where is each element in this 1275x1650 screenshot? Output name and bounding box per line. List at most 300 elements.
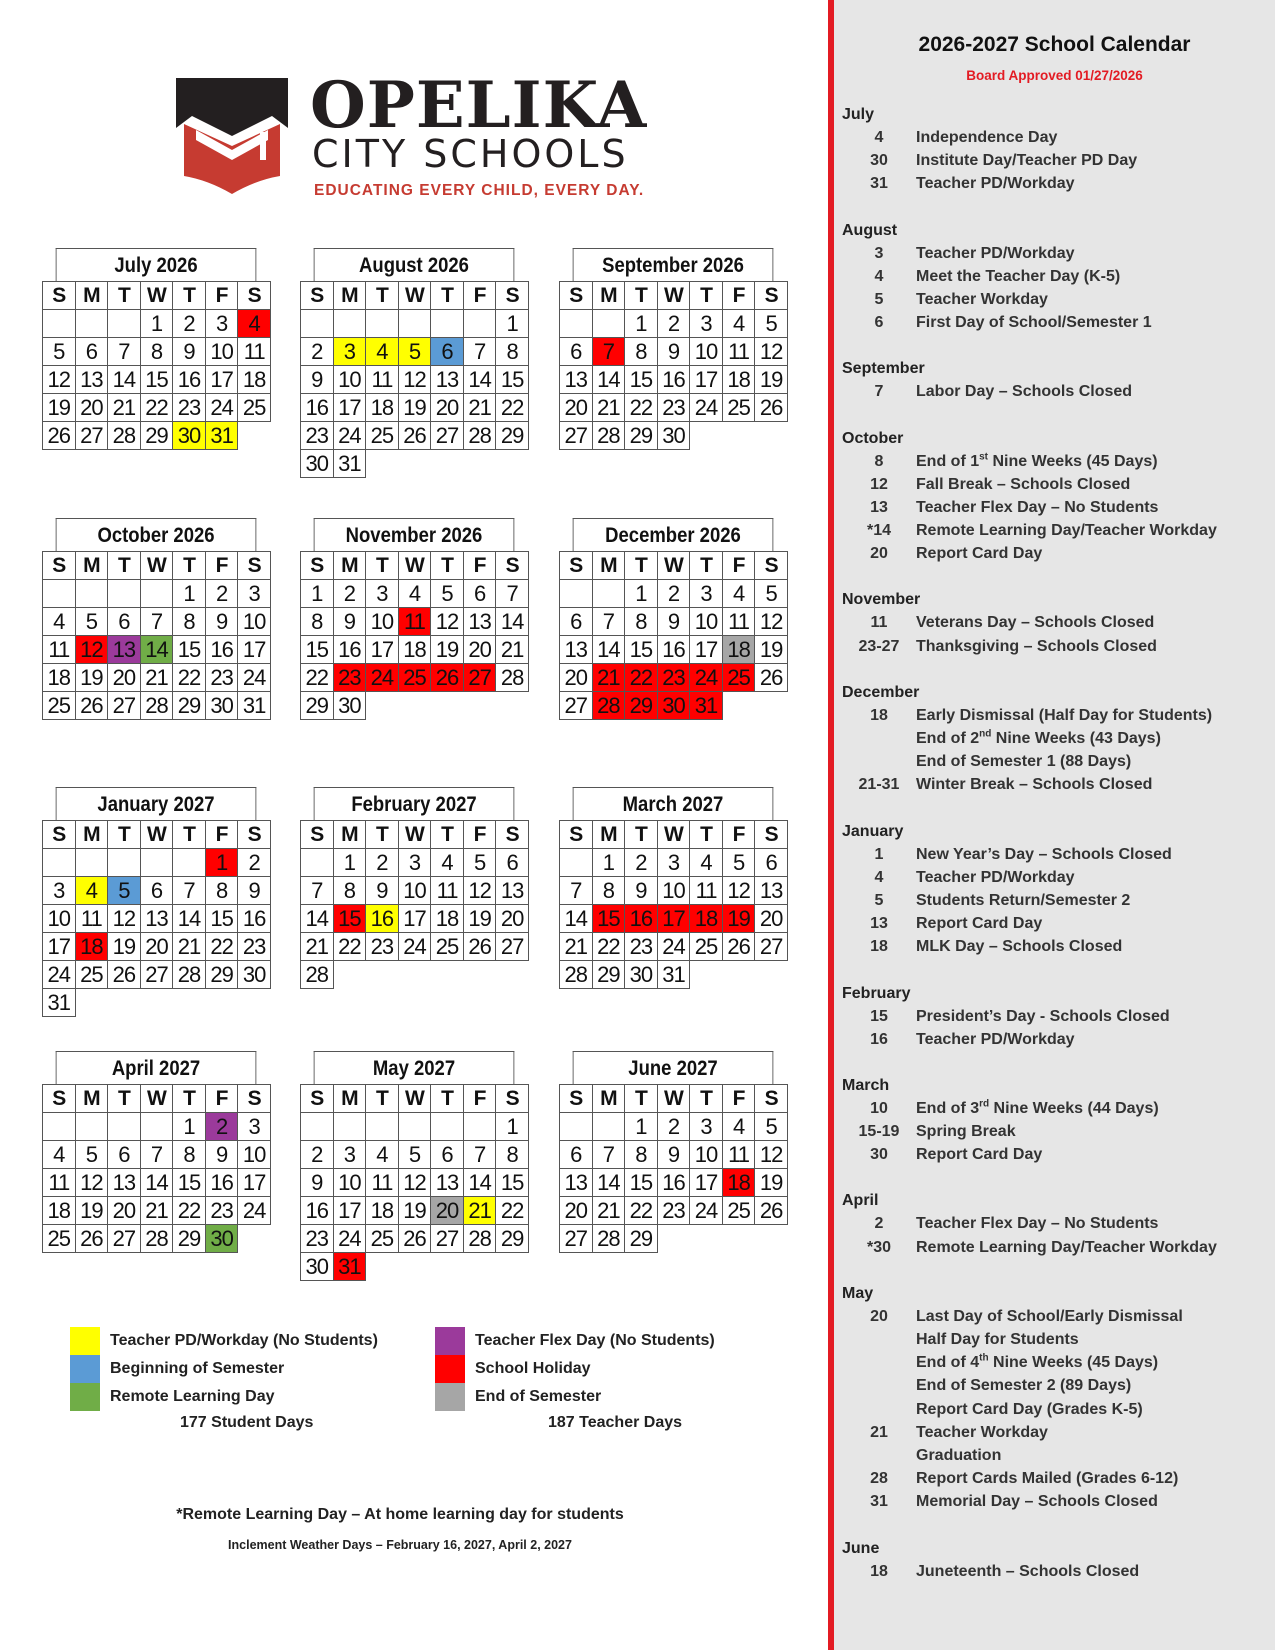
blank-cell bbox=[560, 1113, 593, 1141]
month-title: December 2026 bbox=[573, 518, 774, 551]
day-cell: 26 bbox=[463, 933, 496, 961]
day-cell: 11 bbox=[722, 1141, 755, 1169]
day-cell: 11 bbox=[690, 877, 723, 905]
day-cell: 10 bbox=[333, 1169, 366, 1197]
week-row bbox=[43, 1141, 271, 1169]
blank-cell bbox=[496, 1253, 529, 1281]
day-cell: 10 bbox=[690, 338, 723, 366]
day-cell: 2 bbox=[301, 338, 334, 366]
blank-cell bbox=[140, 989, 173, 1017]
day-cell: 20 bbox=[560, 394, 593, 422]
day-cell: 6 bbox=[496, 849, 529, 877]
week-row bbox=[301, 692, 529, 720]
event-section bbox=[842, 103, 1272, 196]
blank-cell bbox=[755, 961, 788, 989]
event-description: Fall Break – Schools Closed bbox=[916, 475, 1131, 493]
day-cell: 20 bbox=[431, 394, 464, 422]
blank-cell bbox=[755, 1225, 788, 1253]
day-cell: 21 bbox=[592, 394, 625, 422]
blank-cell bbox=[755, 692, 788, 720]
day-cell: 6 bbox=[75, 338, 108, 366]
blank-cell bbox=[75, 849, 108, 877]
day-cell: 10 bbox=[43, 905, 76, 933]
day-cell: 1 bbox=[625, 1113, 658, 1141]
event-description: Report Card Day bbox=[916, 545, 1043, 563]
day-cell: 14 bbox=[592, 1169, 625, 1197]
blank-cell bbox=[431, 1253, 464, 1281]
day-cell: 14 bbox=[173, 905, 206, 933]
teacher-days-count: 187 Teacher Days bbox=[548, 1414, 683, 1431]
day-cell: 15 bbox=[625, 366, 658, 394]
week-row bbox=[301, 1141, 529, 1169]
legend-item-holiday bbox=[435, 1355, 591, 1383]
event-row bbox=[842, 866, 1272, 889]
week-row bbox=[43, 989, 271, 1017]
day-cell: 7 bbox=[463, 338, 496, 366]
day-cell-yellow: 16 bbox=[366, 905, 399, 933]
day-cell: 29 bbox=[140, 422, 173, 450]
day-cell: 22 bbox=[173, 1197, 206, 1225]
day-cell: 13 bbox=[560, 636, 593, 664]
day-cell: 1 bbox=[301, 580, 334, 608]
weekday-header: F bbox=[205, 821, 238, 849]
day-cell: 24 bbox=[398, 933, 431, 961]
day-cell: 10 bbox=[333, 366, 366, 394]
weekday-header: W bbox=[398, 821, 431, 849]
legend-label: Remote Learning Day bbox=[110, 1388, 275, 1405]
day-cell: 23 bbox=[301, 422, 334, 450]
day-cell: 9 bbox=[657, 338, 690, 366]
day-cell: 3 bbox=[690, 580, 723, 608]
day-cell: 23 bbox=[205, 1197, 238, 1225]
week-row bbox=[560, 1225, 788, 1253]
day-cell: 5 bbox=[755, 1113, 788, 1141]
week-row bbox=[301, 1253, 529, 1281]
event-description: Teacher PD/Workday bbox=[916, 244, 1075, 262]
day-cell: 14 bbox=[463, 366, 496, 394]
weekday-header: W bbox=[657, 1085, 690, 1113]
blank-cell bbox=[43, 849, 76, 877]
day-cell: 22 bbox=[173, 664, 206, 692]
weekday-header: T bbox=[366, 821, 399, 849]
section-month: June bbox=[842, 1539, 880, 1557]
day-cell: 2 bbox=[238, 849, 271, 877]
blank-cell bbox=[366, 310, 399, 338]
event-description: MLK Day – Schools Closed bbox=[916, 938, 1123, 956]
day-cell: 3 bbox=[205, 310, 238, 338]
day-cell: 18 bbox=[43, 664, 76, 692]
day-cell-red: 21 bbox=[592, 664, 625, 692]
day-cell: 26 bbox=[722, 933, 755, 961]
section-month: December bbox=[842, 683, 920, 701]
event-row bbox=[842, 912, 1272, 935]
month-calendar bbox=[559, 787, 787, 989]
day-cell: 20 bbox=[75, 394, 108, 422]
day-cell: 16 bbox=[238, 905, 271, 933]
event-date: 4 bbox=[874, 129, 884, 146]
event-row bbox=[842, 149, 1272, 172]
event-section bbox=[842, 588, 1272, 657]
blank-cell bbox=[463, 1113, 496, 1141]
event-date bbox=[842, 1398, 916, 1421]
weekday-header: F bbox=[205, 282, 238, 310]
day-cell: 28 bbox=[463, 422, 496, 450]
day-cell: 25 bbox=[366, 422, 399, 450]
week-row bbox=[301, 580, 529, 608]
weekday-header: F bbox=[722, 552, 755, 580]
weekday-header: F bbox=[463, 552, 496, 580]
weekday-header: M bbox=[592, 552, 625, 580]
week-row bbox=[43, 1169, 271, 1197]
day-cell: 25 bbox=[43, 1225, 76, 1253]
event-date: 15-19 bbox=[858, 1123, 900, 1141]
day-cell: 9 bbox=[301, 366, 334, 394]
logo-tagline: EDUCATING EVERY CHILD, EVERY DAY. bbox=[314, 182, 645, 199]
day-cell: 7 bbox=[140, 1141, 173, 1169]
weekday-header: F bbox=[463, 282, 496, 310]
day-cell: 18 bbox=[431, 905, 464, 933]
event-sections bbox=[842, 103, 1272, 1606]
day-cell: 4 bbox=[43, 1141, 76, 1169]
day-cell: 21 bbox=[173, 933, 206, 961]
day-cell: 24 bbox=[205, 394, 238, 422]
event-date: 23-27 bbox=[858, 637, 900, 655]
day-cell: 16 bbox=[205, 1169, 238, 1197]
day-cell: 19 bbox=[75, 664, 108, 692]
week-row bbox=[301, 664, 529, 692]
day-cell: 13 bbox=[560, 366, 593, 394]
weekday-header: M bbox=[75, 282, 108, 310]
weekday-header: S bbox=[560, 282, 593, 310]
section-month: March bbox=[842, 1076, 890, 1094]
logo-name: OPELIKA bbox=[310, 68, 648, 143]
day-cell: 27 bbox=[108, 692, 141, 720]
day-cell-red: 28 bbox=[592, 692, 625, 720]
event-description: Teacher Workday bbox=[916, 290, 1048, 308]
day-cell: 12 bbox=[43, 366, 76, 394]
day-cell: 6 bbox=[560, 338, 593, 366]
legend-swatch bbox=[70, 1383, 100, 1411]
section-month: April bbox=[842, 1192, 879, 1210]
week-row bbox=[301, 636, 529, 664]
month-title: April 2027 bbox=[56, 1051, 257, 1084]
event-date: 31 bbox=[870, 1493, 888, 1511]
week-row bbox=[301, 450, 529, 478]
week-row bbox=[43, 394, 271, 422]
event-row bbox=[842, 843, 1272, 866]
day-cell: 22 bbox=[205, 933, 238, 961]
day-cell: 22 bbox=[333, 933, 366, 961]
blank-cell bbox=[108, 1113, 141, 1141]
day-cell: 7 bbox=[496, 580, 529, 608]
day-cell: 27 bbox=[560, 422, 593, 450]
blank-cell bbox=[398, 961, 431, 989]
day-cell: 10 bbox=[690, 1141, 723, 1169]
day-cell: 19 bbox=[398, 1197, 431, 1225]
day-cell: 24 bbox=[657, 933, 690, 961]
section-month: July bbox=[842, 106, 875, 123]
day-cell: 24 bbox=[43, 961, 76, 989]
day-cell: 21 bbox=[592, 1197, 625, 1225]
event-row bbox=[842, 1212, 1272, 1235]
day-cell: 12 bbox=[755, 1141, 788, 1169]
event-date: 5 bbox=[874, 891, 884, 909]
day-cell: 16 bbox=[657, 636, 690, 664]
event-date: 3 bbox=[874, 244, 884, 262]
day-cell: 30 bbox=[238, 961, 271, 989]
blank-cell bbox=[75, 989, 108, 1017]
day-cell: 26 bbox=[398, 1225, 431, 1253]
day-cell: 5 bbox=[43, 338, 76, 366]
day-cell: 22 bbox=[625, 1197, 658, 1225]
event-date: 5 bbox=[874, 290, 884, 308]
event-row bbox=[842, 1120, 1272, 1143]
legend-item-semester-begin bbox=[70, 1355, 284, 1383]
day-cell: 17 bbox=[333, 394, 366, 422]
event-row bbox=[842, 1490, 1272, 1513]
month-title: January 2027 bbox=[56, 787, 257, 820]
event-date bbox=[842, 1374, 916, 1397]
day-cell: 28 bbox=[560, 961, 593, 989]
event-description: Report Card Day (Grades K-5) bbox=[916, 1400, 1143, 1418]
month-days-table bbox=[300, 1084, 529, 1281]
day-cell: 8 bbox=[333, 877, 366, 905]
event-description bbox=[916, 727, 1272, 750]
day-cell: 27 bbox=[75, 422, 108, 450]
event-row bbox=[842, 611, 1272, 634]
event-row bbox=[842, 1467, 1272, 1490]
day-cell: 17 bbox=[398, 905, 431, 933]
week-row bbox=[301, 877, 529, 905]
event-date: 30 bbox=[870, 1146, 888, 1164]
blank-cell bbox=[238, 422, 271, 450]
event-row bbox=[842, 380, 1272, 403]
event-date: 31 bbox=[870, 175, 888, 193]
weekday-header: S bbox=[43, 552, 76, 580]
event-date: *30 bbox=[866, 1238, 892, 1256]
month-calendar bbox=[300, 1051, 528, 1281]
weekday-header: S bbox=[301, 282, 334, 310]
blank-cell bbox=[301, 849, 334, 877]
event-text-rest: Nine Weeks (43 Days) bbox=[991, 730, 1161, 747]
day-cell: 10 bbox=[398, 877, 431, 905]
day-cell: 16 bbox=[205, 636, 238, 664]
day-cell: 9 bbox=[625, 877, 658, 905]
day-cell: 7 bbox=[140, 608, 173, 636]
blank-cell bbox=[366, 1253, 399, 1281]
day-cell: 8 bbox=[140, 338, 173, 366]
event-row bbox=[842, 288, 1272, 311]
weekday-header: S bbox=[496, 821, 529, 849]
blank-cell bbox=[173, 989, 206, 1017]
day-cell: 17 bbox=[690, 636, 723, 664]
event-description: Report Card Day bbox=[916, 915, 1043, 933]
weekday-header: M bbox=[333, 821, 366, 849]
section-month: September bbox=[842, 360, 925, 378]
day-cell: 19 bbox=[755, 1169, 788, 1197]
blank-cell bbox=[496, 961, 529, 989]
week-row bbox=[301, 961, 529, 989]
week-row bbox=[43, 933, 271, 961]
day-cell: 3 bbox=[657, 849, 690, 877]
day-cell: 1 bbox=[173, 1113, 206, 1141]
month-calendar bbox=[559, 248, 787, 450]
event-row bbox=[842, 1398, 1272, 1421]
month-calendar bbox=[300, 518, 528, 720]
week-row bbox=[560, 394, 788, 422]
student-days-count: 177 Student Days bbox=[180, 1414, 314, 1431]
legend-label: Teacher Flex Day (No Students) bbox=[475, 1332, 715, 1349]
day-cell: 16 bbox=[173, 366, 206, 394]
event-description: Teacher PD/Workday bbox=[916, 175, 1075, 193]
day-cell: 5 bbox=[722, 849, 755, 877]
day-cell: 5 bbox=[755, 580, 788, 608]
event-date: 4 bbox=[874, 267, 884, 285]
blank-cell bbox=[398, 692, 431, 720]
event-description: Remote Learning Day/Teacher Workday bbox=[916, 522, 1217, 540]
blank-cell bbox=[140, 580, 173, 608]
event-description: End of Semester 1 (88 Days) bbox=[916, 753, 1132, 771]
day-cell: 18 bbox=[722, 366, 755, 394]
event-text: End of 2 bbox=[916, 730, 980, 747]
event-text: End of 3 bbox=[916, 1099, 980, 1117]
blank-cell bbox=[301, 1113, 334, 1141]
day-cell: 14 bbox=[592, 366, 625, 394]
weekday-header: W bbox=[657, 282, 690, 310]
day-cell: 26 bbox=[43, 422, 76, 450]
day-cell: 28 bbox=[592, 422, 625, 450]
day-cell: 3 bbox=[238, 580, 271, 608]
event-description: First Day of School/Semester 1 bbox=[916, 314, 1152, 332]
day-cell: 8 bbox=[301, 608, 334, 636]
event-date: 15 bbox=[870, 1007, 888, 1025]
month-days-table bbox=[300, 820, 529, 989]
day-cell: 29 bbox=[496, 1225, 529, 1253]
day-cell: 25 bbox=[431, 933, 464, 961]
week-row bbox=[301, 1169, 529, 1197]
day-cell: 22 bbox=[625, 394, 658, 422]
blank-cell bbox=[463, 310, 496, 338]
event-row bbox=[842, 450, 1272, 473]
day-cell: 31 bbox=[238, 692, 271, 720]
month-calendar bbox=[559, 1051, 787, 1253]
blank-cell bbox=[592, 310, 625, 338]
day-cell-red: 4 bbox=[238, 310, 271, 338]
blank-cell bbox=[398, 1113, 431, 1141]
weekday-header: S bbox=[238, 282, 271, 310]
day-cell: 1 bbox=[140, 310, 173, 338]
week-row bbox=[43, 636, 271, 664]
month-calendar bbox=[559, 518, 787, 720]
day-cell-gray: 18 bbox=[722, 636, 755, 664]
event-row bbox=[842, 126, 1272, 149]
weekday-header: T bbox=[690, 1085, 723, 1113]
day-cell: 8 bbox=[205, 877, 238, 905]
day-cell: 18 bbox=[43, 1197, 76, 1225]
event-description: New Year’s Day – Schools Closed bbox=[916, 845, 1172, 863]
day-cell: 13 bbox=[108, 1169, 141, 1197]
event-section bbox=[842, 820, 1272, 959]
weekday-header: S bbox=[301, 1085, 334, 1113]
day-cell: 2 bbox=[301, 1141, 334, 1169]
day-cell: 16 bbox=[301, 1197, 334, 1225]
day-cell: 3 bbox=[366, 580, 399, 608]
event-description: Veterans Day – Schools Closed bbox=[916, 614, 1155, 632]
weekday-header: T bbox=[690, 552, 723, 580]
month-calendar bbox=[300, 787, 528, 989]
day-cell: 26 bbox=[398, 422, 431, 450]
day-cell-red: 11 bbox=[398, 608, 431, 636]
legend-item-flex bbox=[435, 1327, 715, 1355]
week-row bbox=[43, 608, 271, 636]
day-cell: 27 bbox=[560, 1225, 593, 1253]
blank-cell bbox=[755, 422, 788, 450]
month-title: February 2027 bbox=[314, 787, 515, 820]
event-row bbox=[842, 473, 1272, 496]
day-cell: 6 bbox=[140, 877, 173, 905]
legend-swatch bbox=[70, 1355, 100, 1383]
blank-cell bbox=[43, 580, 76, 608]
month-calendar bbox=[42, 1051, 270, 1253]
day-cell: 19 bbox=[108, 933, 141, 961]
blank-cell bbox=[43, 1113, 76, 1141]
event-text: End of 1 bbox=[916, 452, 980, 470]
event-row bbox=[842, 1421, 1272, 1444]
event-description: Students Return/Semester 2 bbox=[916, 891, 1131, 909]
day-cell: 17 bbox=[238, 636, 271, 664]
day-cell: 23 bbox=[173, 394, 206, 422]
event-row bbox=[842, 1374, 1272, 1397]
week-row bbox=[301, 933, 529, 961]
day-cell: 9 bbox=[657, 608, 690, 636]
day-cell: 15 bbox=[173, 636, 206, 664]
month-title: June 2027 bbox=[573, 1051, 774, 1084]
blank-cell bbox=[366, 1113, 399, 1141]
blank-cell bbox=[690, 1225, 723, 1253]
weekday-header: S bbox=[238, 1085, 271, 1113]
day-cell: 28 bbox=[496, 664, 529, 692]
day-cell: 29 bbox=[592, 961, 625, 989]
event-date: 28 bbox=[870, 1470, 888, 1488]
event-row bbox=[842, 1028, 1272, 1051]
day-cell: 20 bbox=[755, 905, 788, 933]
day-cell: 12 bbox=[722, 877, 755, 905]
day-cell-red: 15 bbox=[592, 905, 625, 933]
event-row bbox=[842, 935, 1272, 958]
blank-cell bbox=[238, 1225, 271, 1253]
legend-swatch bbox=[70, 1327, 100, 1355]
ordinal-suffix: th bbox=[979, 1352, 989, 1364]
week-row bbox=[560, 580, 788, 608]
weekday-header: T bbox=[173, 821, 206, 849]
day-cell: 11 bbox=[43, 1169, 76, 1197]
panel-title: 2026-2027 School Calendar bbox=[918, 33, 1191, 56]
day-cell: 2 bbox=[657, 580, 690, 608]
day-cell: 25 bbox=[366, 1225, 399, 1253]
day-cell: 1 bbox=[173, 580, 206, 608]
blank-cell bbox=[431, 1113, 464, 1141]
week-row bbox=[560, 664, 788, 692]
graduation-cap-shield-icon bbox=[176, 76, 298, 198]
month-days-table bbox=[42, 281, 271, 450]
day-cell: 26 bbox=[75, 1225, 108, 1253]
day-cell: 2 bbox=[173, 310, 206, 338]
day-cell: 5 bbox=[75, 608, 108, 636]
event-description: End of Semester 2 (89 Days) bbox=[916, 1377, 1132, 1395]
month-calendar bbox=[42, 248, 270, 450]
day-cell: 15 bbox=[625, 1169, 658, 1197]
weekday-header: T bbox=[431, 1085, 464, 1113]
